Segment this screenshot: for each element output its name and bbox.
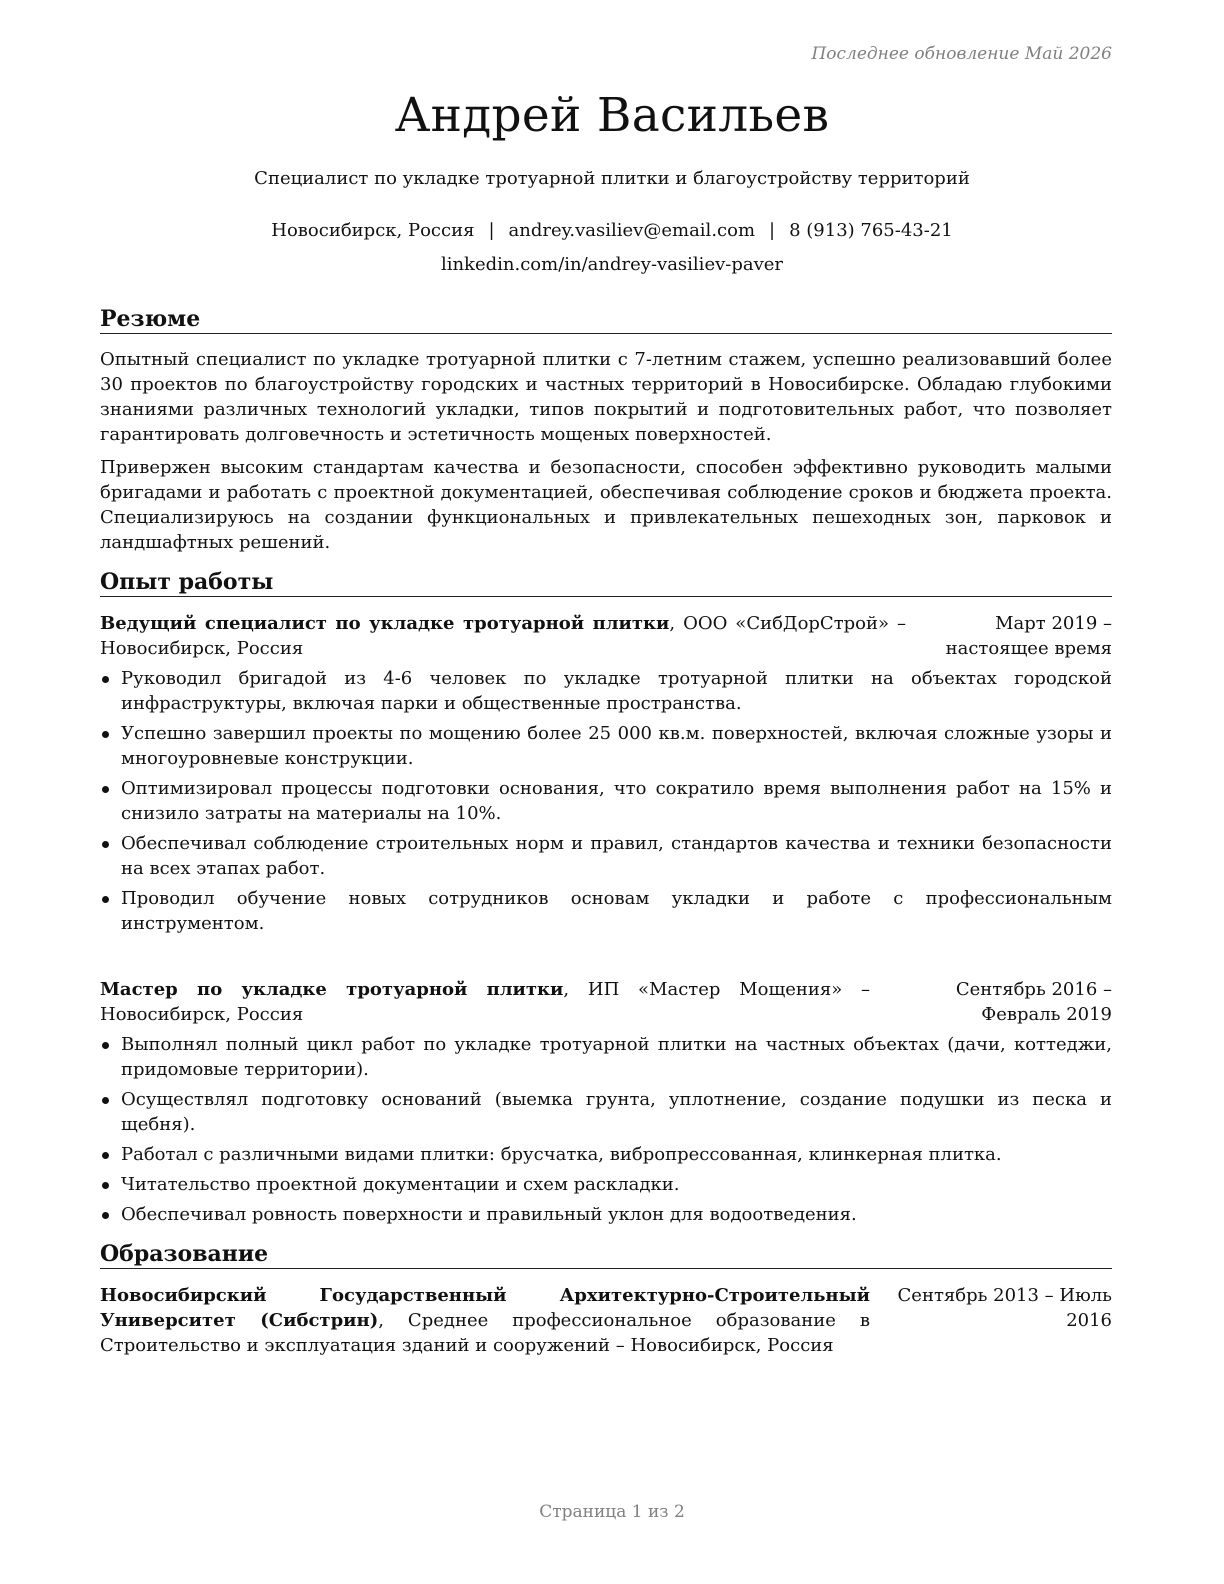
job-title-line [100, 611, 906, 661]
job-title-line [100, 977, 870, 1027]
bullet-icon [102, 1212, 109, 1219]
bullet-icon [102, 1097, 109, 1104]
bullet-text: Работал с различными видами плитки: брусчатка, вибропрессованная, клинкерная плитка. [121, 1144, 1002, 1165]
bullet-icon [102, 896, 109, 903]
bullet-icon [102, 1182, 109, 1189]
bullet-icon [102, 1152, 109, 1159]
last-updated-note: Последнее обновление Май 2026 [811, 44, 1112, 64]
list-item [100, 666, 1112, 716]
job-bullets [100, 1032, 1112, 1227]
contact-line [0, 220, 1224, 241]
education-dates: Сентябрь 2013 – Июль 2016 [897, 1285, 1112, 1331]
contact-separator: | [769, 220, 776, 241]
section-title-experience: Опыт работы [100, 569, 1112, 597]
bullet-text: Оптимизировал процессы подготовки основания, что сократило время выполнения работ на 15% и снизило затраты на материалы на 10%. [121, 778, 1112, 824]
job-entry [100, 977, 1112, 1227]
job-entry [100, 611, 1112, 936]
job-details: , ООО «СибДорСтрой» – Новосибирск, Россия [100, 613, 906, 659]
page-number: Страница 1 из 2 [539, 1502, 685, 1522]
job-bullets [100, 666, 1112, 936]
job-dates: Март 2019 – настоящее время [945, 613, 1112, 659]
bullet-icon [102, 786, 109, 793]
linkedin-link[interactable]: linkedin.com/in/andrey-vasiliev-paver [440, 254, 784, 275]
bullet-icon [102, 1042, 109, 1049]
candidate-name: Андрей Васильев [394, 88, 830, 143]
bullet-text: Проводил обучение новых сотрудников основам укладки и работе с профессиональным инструментом. [121, 888, 1112, 934]
job-dates: Сентябрь 2016 – Февраль 2019 [955, 979, 1112, 1025]
job-role: Мастер по укладке тротуарной плитки [100, 979, 564, 1000]
job-header [100, 977, 1112, 1027]
candidate-headline: Специалист по укладке тротуарной плитки и благоустройству территорий [254, 168, 970, 189]
list-item [100, 831, 1112, 881]
education-section [100, 1241, 1112, 1358]
education-entry [100, 1283, 1112, 1358]
bullet-text: Выполнял полный цикл работ по укладке тротуарной плитки на частных объектах (дачи, коттеджи, придомовые территории). [121, 1034, 1112, 1080]
job-role: Ведущий специалист по укладке тротуарной плитки [100, 613, 670, 634]
experience-section [100, 569, 1112, 1227]
summary-section [100, 306, 1112, 555]
list-item [100, 776, 1112, 826]
education-institution: Новосибирский Государственный Архитектурно-Строительный Университет (Сибстрин) [100, 1285, 870, 1331]
education-details: , Среднее профессиональное образование в Строительство и эксплуатация зданий и сооружений – Новосибирск, Россия [100, 1310, 870, 1356]
contact-separator: | [488, 220, 495, 241]
bullet-text: Успешно завершил проекты по мощению более 25 000 кв.м. поверхностей, включая сложные узоры и многоуровневые конструкции. [121, 723, 1112, 769]
section-title-summary: Резюме [100, 306, 1112, 334]
list-item [100, 1087, 1112, 1137]
list-item [100, 1172, 1112, 1197]
education-line [100, 1283, 870, 1358]
section-title-education: Образование [100, 1241, 1112, 1269]
email-link[interactable]: andrey.vasiliev@email.com [508, 220, 756, 241]
location-text: Новосибирск, Россия [271, 220, 475, 241]
list-item [100, 721, 1112, 771]
list-item [100, 1142, 1112, 1167]
bullet-text: Обеспечивал соблюдение строительных норм и правил, стандартов качества и техники безопасности на всех этапах работ. [121, 833, 1112, 879]
summary-paragraph: Опытный специалист по укладке тротуарной плитки с 7-летним стажем, успешно реализовавший более 30 проектов по благоустройству городских и частных территорий в Новосибирске. Обладаю глубокими знаниями различных технологий укладки, типов покрытий и подготовительных работ, что позволяет гарантировать долговечность и эстетичность мощеных поверхностей. [100, 349, 1112, 445]
bullet-text: Обеспечивал ровность поверхности и правильный уклон для водоотведения. [121, 1204, 857, 1225]
list-item [100, 886, 1112, 936]
bullet-text: Читательство проектной документации и схем раскладки. [121, 1174, 680, 1195]
list-item [100, 1032, 1112, 1082]
bullet-text: Руководил бригадой из 4-6 человек по укладке тротуарной плитки на объектах городской инфраструктуры, включая парки и общественные пространства. [121, 668, 1112, 714]
job-details: , ИП «Мастер Мощения» – Новосибирск, Россия [100, 979, 870, 1025]
bullet-icon [102, 841, 109, 848]
bullet-icon [102, 676, 109, 683]
job-header [100, 611, 1112, 661]
summary-paragraph: Привержен высоким стандартам качества и безопасности, способен эффективно руководить малыми бригадами и работать с проектной документацией, обеспечивая соблюдение сроков и бюджета проекта. Специализируюсь на создании функциональных и привлекательных пешеходных зон, парковок и ландшафтных решений. [100, 457, 1112, 553]
list-item [100, 1202, 1112, 1227]
resume-content [100, 306, 1112, 1358]
bullet-text: Осуществлял подготовку оснований (выемка грунта, уплотнение, создание подушки из песка и щебня). [121, 1089, 1112, 1135]
phone-text: 8 (913) 765-43-21 [789, 220, 953, 241]
spacer [100, 941, 1112, 963]
bullet-icon [102, 731, 109, 738]
